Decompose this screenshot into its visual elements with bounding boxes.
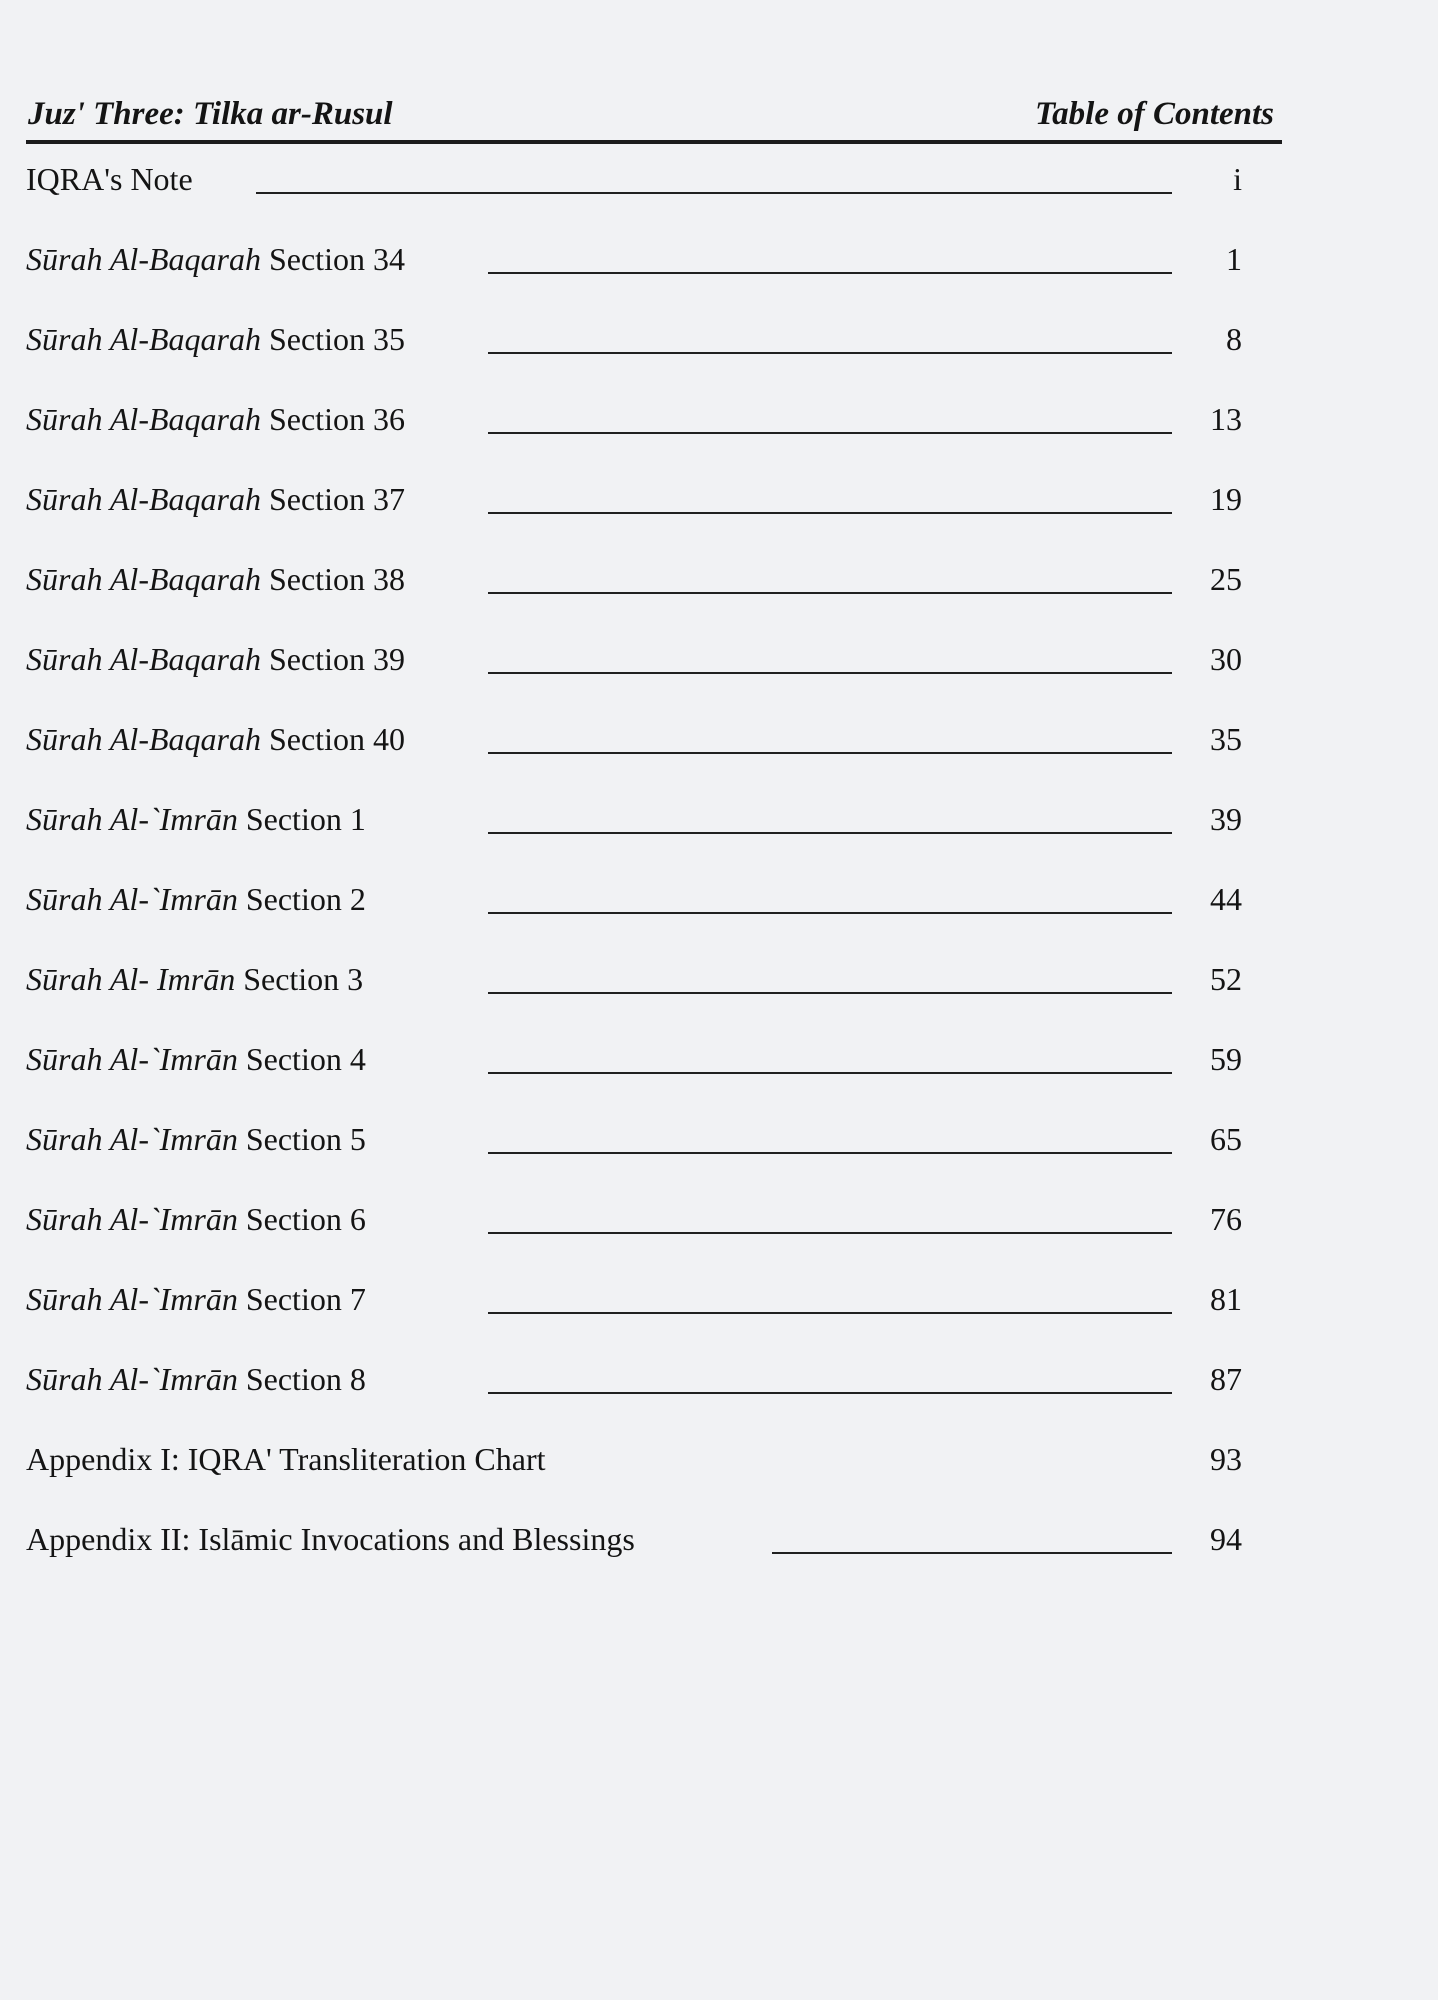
- toc-page-number: 30: [1210, 641, 1242, 677]
- toc-entry-title: Sūrah Al-`Imrān Section 5: [26, 1121, 366, 1157]
- toc-entry-title: Sūrah Al-Baqarah Section 37: [26, 481, 405, 517]
- toc-entry-title: Sūrah Al-Baqarah Section 35: [26, 321, 405, 357]
- toc-entry-title: Sūrah Al-`Imrān Section 6: [26, 1201, 366, 1237]
- toc-leader-line: [488, 352, 1172, 354]
- toc-page-number: 13: [1210, 401, 1242, 437]
- toc-row: [26, 1276, 1282, 1324]
- toc-page-number: 19: [1210, 481, 1242, 517]
- book-title: Juz' Three: Tilka ar-Rusul: [28, 96, 393, 132]
- toc-entry-title: Sūrah Al-Baqarah Section 38: [26, 561, 405, 597]
- toc-leader-line: [772, 1552, 1172, 1554]
- toc-row: [26, 716, 1282, 764]
- toc-row: [26, 1196, 1282, 1244]
- toc-row: [26, 796, 1282, 844]
- toc-row: [26, 156, 1282, 204]
- toc-leader-line: [488, 1392, 1172, 1394]
- toc-row: [26, 1516, 1282, 1564]
- toc-page-number: 87: [1210, 1361, 1242, 1397]
- toc-page-number: i: [1233, 161, 1242, 197]
- toc-leader-line: [488, 272, 1172, 274]
- toc-row: [26, 556, 1282, 604]
- toc-page-number: 35: [1210, 721, 1242, 757]
- toc-entry-title: Sūrah Al-`Imrān Section 2: [26, 881, 366, 917]
- toc-leader-line: [488, 1232, 1172, 1234]
- toc-page-number: 52: [1210, 961, 1242, 997]
- toc-entry-title: Sūrah Al-Baqarah Section 40: [26, 721, 405, 757]
- toc-leader-line: [488, 512, 1172, 514]
- toc-page-number: 65: [1210, 1121, 1242, 1157]
- toc-page-number: 94: [1210, 1521, 1242, 1557]
- toc-leader-line: [488, 1152, 1172, 1154]
- toc-entry-title: Sūrah Al-Baqarah Section 34: [26, 241, 405, 277]
- toc-row: [26, 636, 1282, 684]
- toc-leader-line: [488, 592, 1172, 594]
- toc-entry-title: Sūrah Al-Baqarah Section 39: [26, 641, 405, 677]
- toc-row: [26, 876, 1282, 924]
- toc-row: [26, 956, 1282, 1004]
- toc-page-number: 39: [1210, 801, 1242, 837]
- toc-page-number: 25: [1210, 561, 1242, 597]
- toc-leader-line: [256, 192, 1172, 194]
- toc-row: [26, 316, 1282, 364]
- toc-page-number: 81: [1210, 1281, 1242, 1317]
- toc-leader-line: [488, 1072, 1172, 1074]
- toc-leader-line: [488, 832, 1172, 834]
- toc-leader-line: [488, 1312, 1172, 1314]
- toc-row: [26, 1116, 1282, 1164]
- toc-entry-title: Sūrah Al-`Imrān Section 7: [26, 1281, 366, 1317]
- toc-entry-title: Sūrah Al- Imrān Section 3: [26, 961, 364, 997]
- toc-entry-title: Sūrah Al-`Imrān Section 1: [26, 801, 366, 837]
- toc-entry-title: Sūrah Al-Baqarah Section 36: [26, 401, 405, 437]
- toc-row: [26, 1036, 1282, 1084]
- toc-page-number: 59: [1210, 1041, 1242, 1077]
- toc-page-number: 44: [1210, 881, 1242, 917]
- toc-entry-title: Sūrah Al-`Imrān Section 4: [26, 1041, 366, 1077]
- toc-entry-title: Sūrah Al-`Imrān Section 8: [26, 1361, 366, 1397]
- section-title: Table of Contents: [1035, 96, 1274, 132]
- toc-leader-line: [488, 992, 1172, 994]
- toc-leader-line: [488, 432, 1172, 434]
- toc-row: [26, 396, 1282, 444]
- toc-entry-title: IQRA's Note: [26, 161, 193, 197]
- toc-page-number: 93: [1210, 1441, 1242, 1477]
- toc-leader-line: [488, 912, 1172, 914]
- toc-entry-title: Appendix I: IQRA' Transliteration Chart: [26, 1441, 546, 1477]
- toc-entry-title: Appendix II: Islāmic Invocations and Blessings: [26, 1521, 635, 1557]
- toc-row: [26, 236, 1282, 284]
- toc-leader-line: [488, 672, 1172, 674]
- toc-leader-line: [488, 752, 1172, 754]
- toc-page-number: 8: [1226, 321, 1242, 357]
- toc-row: [26, 476, 1282, 524]
- toc-page-number: 1: [1226, 241, 1242, 277]
- running-header: [26, 92, 1282, 144]
- toc-row: [26, 1436, 1282, 1484]
- toc-page-number: 76: [1210, 1201, 1242, 1237]
- toc-row: [26, 1356, 1282, 1404]
